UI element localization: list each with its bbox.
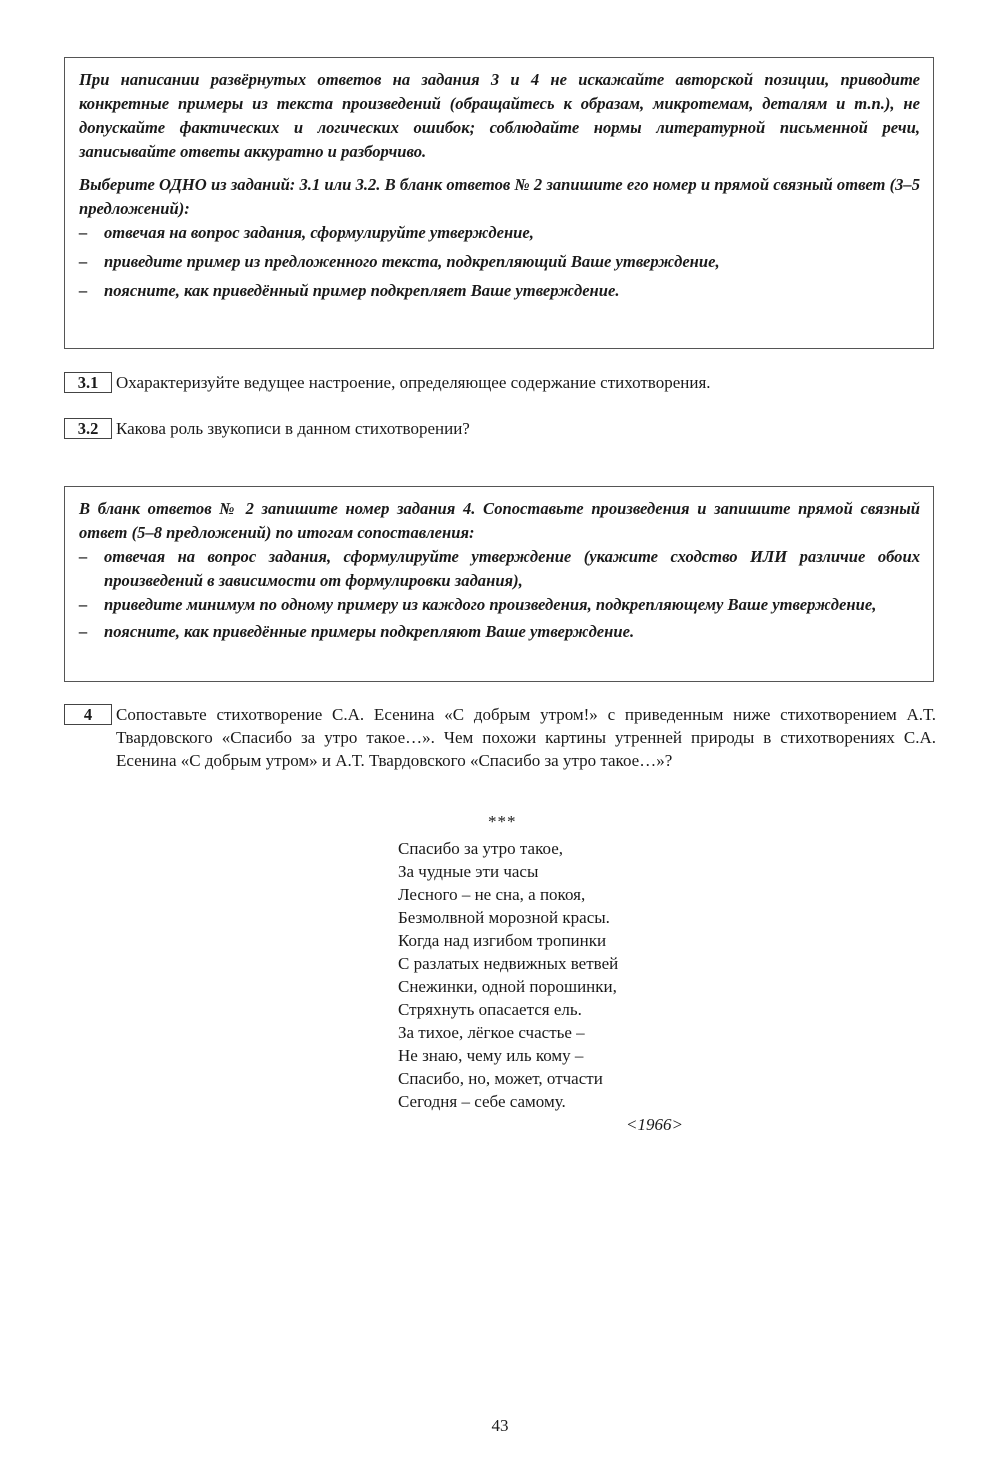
task-3-1 [64,371,936,394]
poem [398,810,718,1136]
poem-year: <1966> [626,1115,683,1134]
instructions-paragraph: В бланк ответов № 2 запишите номер задания 4. Сопоставьте произведения и запишите прямой связный ответ (5–8 предложений) по итогам сопоставления: [79,499,920,542]
list-item: – поясните, как приведённый пример подкрепляет Ваше утверждение. [79,281,620,300]
poem-line: Безмолвной морозной красы. [398,908,610,927]
poem-line: Спасибо за утро такое, [398,839,564,858]
poem-line: Стряхнуть опасается ель. [398,1000,582,1019]
poem-line: Спасибо, но, может, отчасти [398,1069,603,1088]
list-item: – приведите пример из предложенного текста, подкрепляющий Ваше утверждение, [79,252,720,271]
poem-line: За чудные эти часы [398,862,539,881]
list-item: – поясните, как приведённые примеры подкрепляют Ваше утверждение. [79,622,635,641]
poem-line: С разлатых недвижных ветвей [398,954,619,973]
task-text: Какова роль звукописи в данном стихотворении? [116,419,470,438]
list-item: – отвечая на вопрос задания, сформулируйте утверждение (укажите сходство ИЛИ различие обоих произведений в зависимости от формулировки задания), [79,547,920,590]
task-3-2 [64,417,936,440]
poem-line: Снежинки, одной порошинки, [398,977,617,996]
poem-line: За тихое, лёгкое счастье – [398,1023,585,1042]
task-text: Охарактеризуйте ведущее настроение, определяющее содержание стихотворения. [116,373,711,392]
poem-line: Не знаю, чему иль кому – [398,1046,584,1065]
poem-line: Когда над изгибом тропинки [398,931,607,950]
page-number: 43 [491,1416,509,1435]
poem-line: Сегодня – себе самому. [398,1092,566,1111]
instructions-choice-paragraph: Выберите ОДНО из заданий: 3.1 или 3.2. В бланк ответов № 2 запишите его номер и прямой связный ответ (3–5 предложений): [79,175,920,218]
task-text: Сопоставьте стихотворение С.А. Есенина «С добрым утром!» с приведенным ниже стихотворением А.Т. Твардовского «Спасибо за утро такое…». Чем похожи картины утренней природы в стихотворениях С.А. Есенина «С добрым утром» и А.Т. Твардовского «Спасибо за утро такое…»? [116,705,936,770]
instructions-box-2 [64,486,934,682]
instructions-paragraph: При написании развёрнутых ответов на задания 3 и 4 не искажайте авторской позиции, приводите конкретные примеры из текста произведений (обращайтесь к образам, микротемам, деталям и т.п.), не допускайте фактических и логических ошибок; соблюдайте нормы литературной письменной речи, записывайте ответы аккуратно и разборчиво. [79,70,920,161]
task-4 [64,703,936,772]
list-item: – отвечая на вопрос задания, сформулируйте утверждение, [79,223,534,242]
task-number: 3.1 [64,372,112,393]
task-number: 3.2 [64,418,112,439]
poem-line: Лесного – не сна, а покоя, [398,885,586,904]
poem-stars: *** [488,812,517,831]
instructions-box [64,57,934,349]
task-number: 4 [64,704,112,725]
list-item: – приведите минимум по одному примеру из каждого произведения, подкрепляющему Ваше утверждение, [79,595,877,614]
